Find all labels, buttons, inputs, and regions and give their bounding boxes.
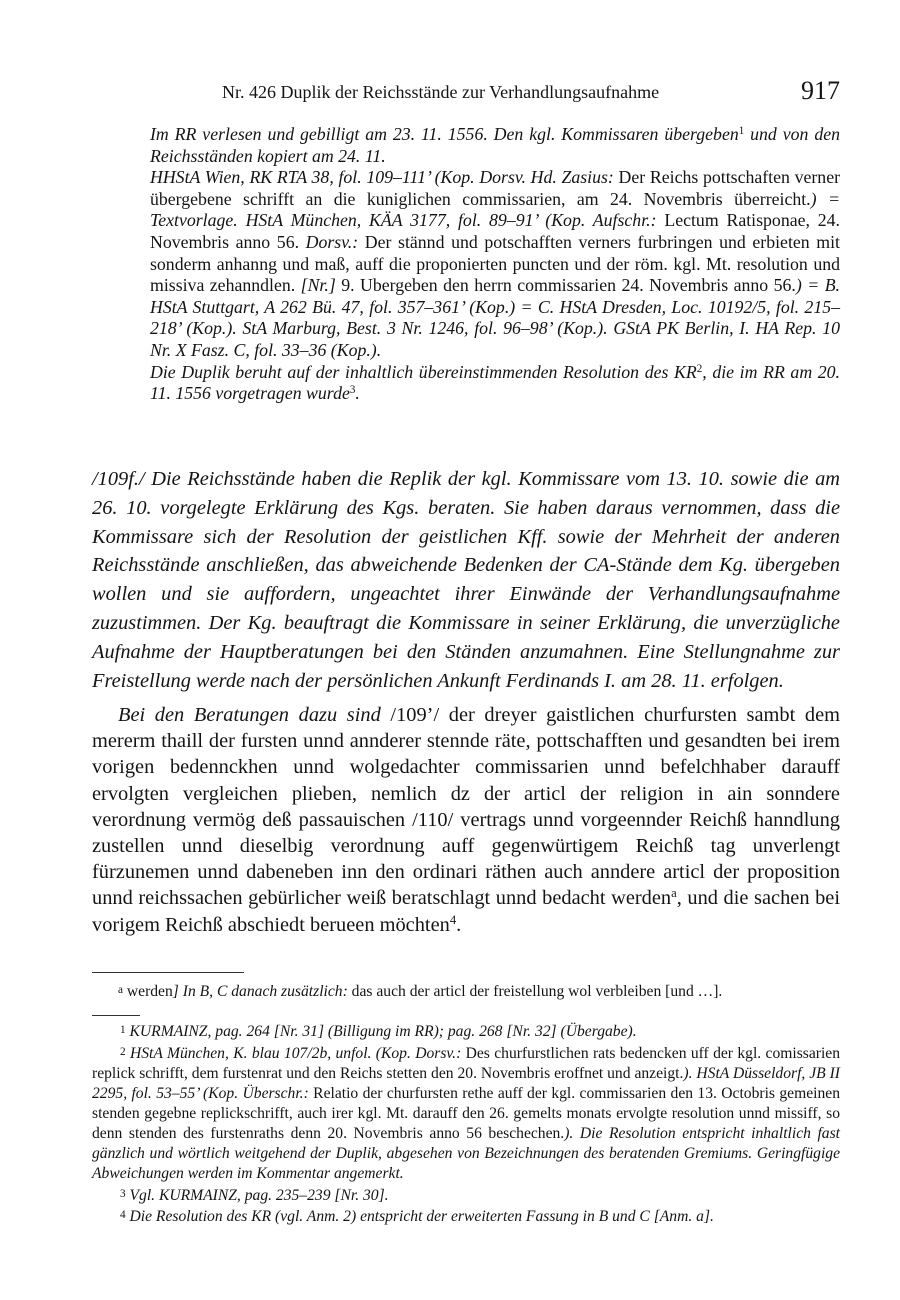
variant-apparatus (118, 980, 840, 1002)
footnote-3 (92, 1184, 840, 1206)
footnote-2 (92, 1042, 840, 1184)
footnote-number: 4 (120, 1209, 126, 1222)
intro-reading-text-end: und von den Reichsständen kopiert am 24. 11. (150, 124, 840, 166)
intro-paragraph-reading (150, 124, 840, 167)
footnote-2-title: Relatio der churfursten rethe auff der kgl. commissarien den 13. Octobris gemeinen stenden gegebne replickschrifft, auch irer kgl. Mt. darauff den 26. gemelts monats ervolgte resolution unnd missiff, so denn stenden des furstenraths denn 20. Novembris anno 56 beschechen. (92, 1084, 840, 1142)
intro-paragraph-basis (150, 362, 840, 405)
page-header (92, 78, 840, 108)
main-text (92, 702, 840, 938)
main-text-end: . (456, 913, 462, 936)
page-number: 917 (801, 76, 840, 105)
footnote-2-dorsal: Des churfurstlichen rats bedencken uff der kgl. comissarien replick schrifft, dem furstenrat und den Reichs stetten den 20. Novembris eroffnet und anzeigt. (92, 1044, 841, 1082)
footnote-number: 1 (120, 1024, 126, 1036)
document-intro (150, 124, 840, 405)
intro-reading-text: Im RR verlesen und gebilligt am 23. 11. 1556. Den kgl. Kommissaren übergeben (150, 124, 739, 144)
summary-paragraph (92, 465, 840, 695)
summary-text: /109f./ Die Reichsstände haben die Replik der kgl. Kommissare vom 13. 10. sowie die am 26. 10. vorgelegte Erklärung des Kgs. beraten. Sie haben daraus vernommen, dass die Kommissare sich der Resolution der geistlichen Kff. sowie der Mehrheit der anderen Reichsstände anschließen, das abweichende Bedenken der CA-Stände dem Kg. übergeben wollen und sie auffordern, ungeachtet ihrer Einwände der Verhandlungsaufnahme zuzustimmen. Der Kg. beauftragt die Kommissare in seiner Erklärung, die unverzügliche Aufnahme der Hauptberatungen bei den Ständen anzumahnen. Eine Stellungnahme zur Freistellung werde nach der persönlichen Ankunft Ferdinands I. am 28. 11. erfolgen. (92, 468, 840, 692)
apparatus-divider (92, 972, 244, 973)
footnote-ref-4: 4 (449, 912, 457, 927)
variant-text: das auch der articl der freistellung wol verbleiben [und …]. (347, 982, 723, 1000)
footnote-2-comment: ). Die Resolution entspricht inhaltlich fast gänzlich und wörtlich weitgehend der Duplik, abgesehen von Bezeichnungen des beratenden Gremiums. Geringfügige Abweichungen werden im Kommentar angemerkt. (92, 1124, 841, 1182)
source-list: ) = B. HStA Stuttgart, A 262 Bü. 47, fol. 357–361’ (Kop.) = C. HStA Dresden, Loc. 10192/5, fol. 215–218’ (Kop.). StA Marburg, Best. 3 Nr. 1246, fol. 96–98’ (Kop.). GStA PK Berlin, I. HA Rep. 10 Nr. X Fasz. C, fol. 33–36 (Kop.). (150, 275, 840, 360)
footnote-ref-3: 3 (349, 384, 356, 397)
basis-text-cont: , die im RR am 20. 11. 1556 vorgetragen wurde (150, 361, 841, 404)
footnote-number: 3 (120, 1187, 126, 1200)
footnote-number: 2 (120, 1045, 126, 1058)
footnote-text: KURMAINZ, pag. 264 [Nr. 31] (Billigung im RR); pag. 268 [Nr. 32] (Übergabe). (129, 1022, 637, 1040)
inscription-text: Lectum Ratisponae, 24. Novembris anno 56. (150, 210, 841, 252)
footnote-2-source: HStA München, K. blau 107/2b, unfol. (Kop. Dorsv.: (129, 1044, 462, 1062)
handover-note: 9. Ubergeben den herrn commissarien 24. Novembris anno 56. (335, 275, 796, 296)
source-hhsta: HHStA Wien, RK RTA 38, fol. 109–111’ (Kop. Dorsv. Hd. Zasius: (150, 167, 614, 188)
main-text-cont: , und die sachen bei vorigem Reichß abschiedt berueen möchten (92, 887, 840, 936)
dorsv-label: Dorsv.: (305, 231, 359, 252)
footnote-text: Vgl. KURMAINZ, pag. 235–239 [Nr. 30]. (129, 1186, 389, 1204)
footnote-ref-1: 1 (738, 124, 745, 137)
main-paragraph (92, 702, 840, 938)
main-text-body: /109’/ der dreyer gaistlichen churfursten sambt dem mererm thaill der fursten unnd annderer stennde räte, pottschafften und gesandten bei irem vorigen bedennckhen unnd wolgedachter commissarien unnd befelchhaber darauff ervolgten vergleichen plieben, nemlich dz der articl der religion in ain sonndere verordnung vermög deß passauischen /110/ vertrags unnd vorgeennder Reichß hanndlung zustellen unnd dieselbig verordnung auff gegenwürtigem Reichß tag unverlengt fürzunemen unnd dabeneben inn den ordinari räthen auch anndere articl der proposition unnd reichssachen gebürlicher weiß beratschlagt unnd bedacht werden (92, 704, 840, 910)
basis-text-end: . (355, 383, 360, 404)
footnote-4 (92, 1205, 840, 1227)
footnote-divider (92, 1015, 140, 1016)
variant-lemma: werden (122, 982, 173, 1000)
source-hsta-muenchen: ) = Textvorlage. HStA München, KÄA 3177, fol. 89–91’ (Kop. Aufschr.: (150, 188, 840, 231)
nr-label: [Nr.] (300, 275, 336, 296)
main-lead: Bei den Beratungen dazu sind (118, 704, 381, 726)
footnote-1 (92, 1020, 840, 1042)
dorsal-note-wien: Der Reichs pottschaften verner übergebene schrifft an die kuniglichen commissarien, am 24. Novembris überreicht. (150, 167, 841, 209)
variant-mark: a (118, 984, 123, 996)
footnotes (92, 1020, 840, 1227)
footnote-text: Die Resolution des KR (vgl. Anm. 2) entspricht der erweiterten Fassung in B und C [Anm. a]. (129, 1208, 714, 1226)
footnote-ref-2: 2 (696, 362, 703, 375)
variant-bracket: ] In B, C danach zusätzlich: (172, 982, 348, 1000)
dorsal-note-muenchen: Der stännd und potschafften verners furbringen und erbieten mit sonderm anhanng und maß, auff die proponierten puncten und der röm. kgl. Mt. resolution und missiva zehanndlen. (150, 231, 840, 296)
variant-note-a (118, 980, 840, 1002)
footnote-2-source-2: ). HStA Düsseldorf, JB II 2295, fol. 53–55’ (Kop. Überschr.: (92, 1064, 840, 1102)
running-head: Nr. 426 Duplik der Reichsstände zur Verhandlungsaufnahme (222, 82, 660, 102)
basis-text: Die Duplik beruht auf der inhaltlich übereinstimmenden Resolution des KR (150, 361, 697, 382)
intro-paragraph-sources (150, 167, 840, 361)
variant-ref-a: a (671, 886, 677, 901)
